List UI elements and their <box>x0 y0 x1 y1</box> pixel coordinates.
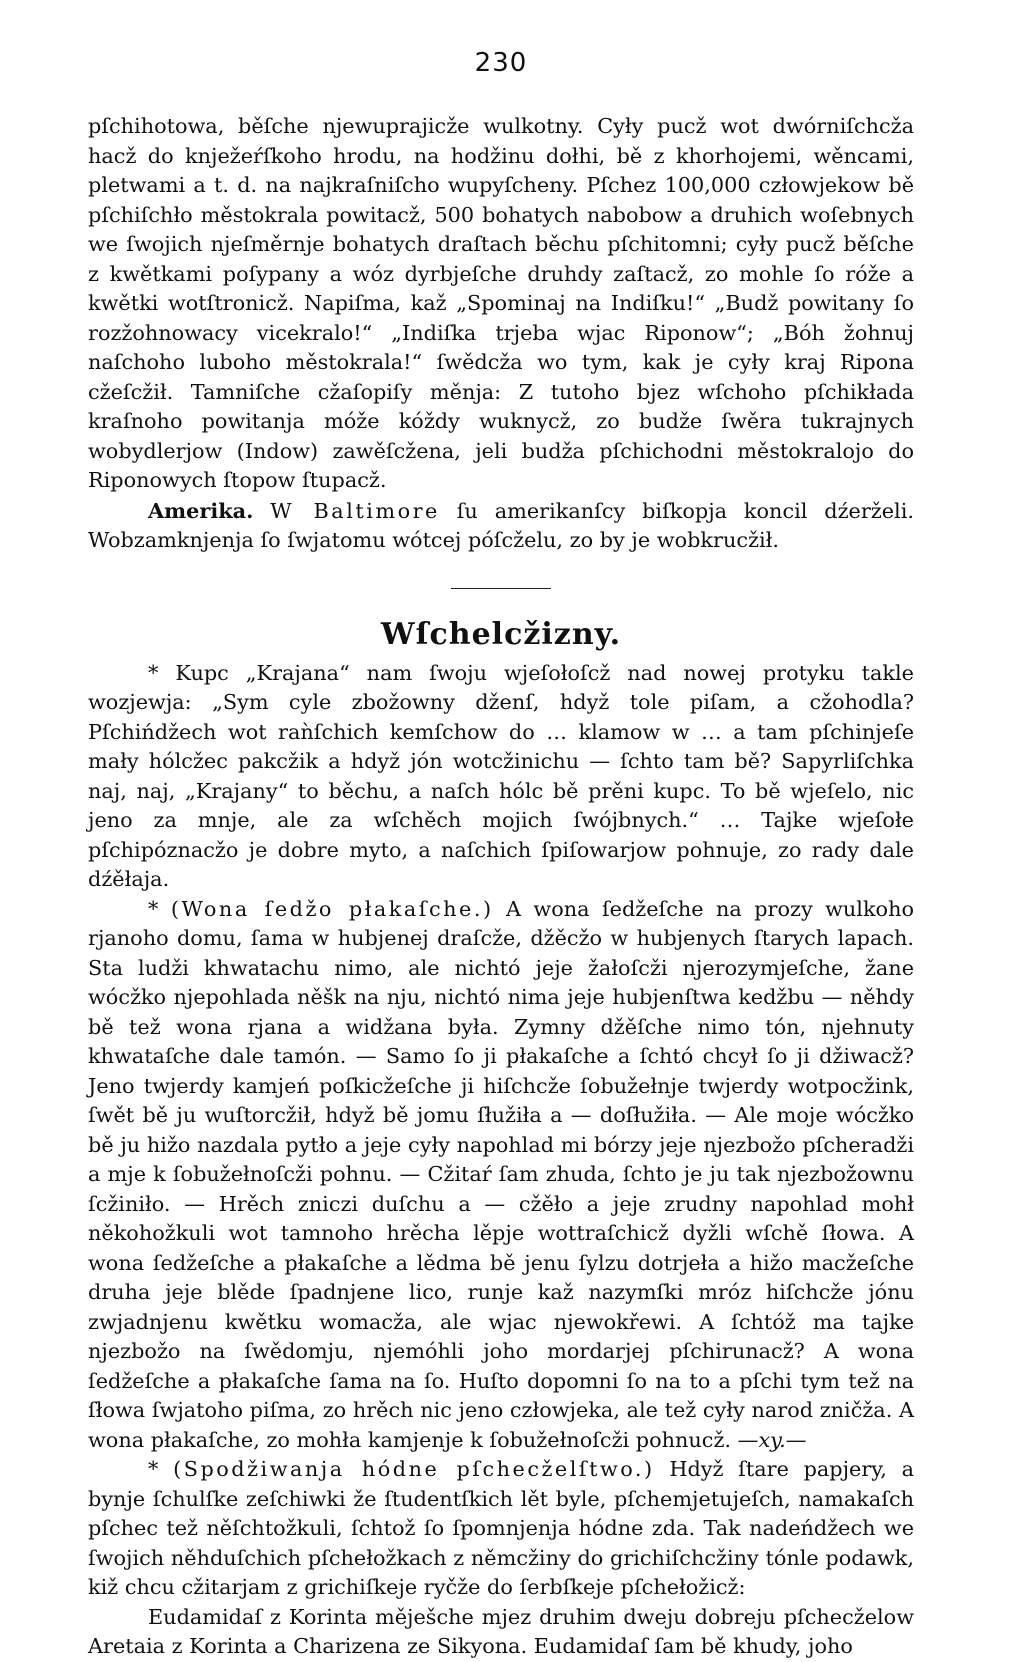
paragraph-marker: * <box>148 1457 174 1481</box>
paragraph-text: A wona ſedžeſche na prozy wulkoho rjanoho domu, ſama w hubjenej draſcže, džěcžo w hubjenych ſtarych lapach. Sta ludži khwatachu nimo, ale nichtó jeje žałoſcži njerozymjeſche, žane wócžko njepohlada něšk na nju, nichtó nima jeje hubjenſtwa kedžbu — něhdy bě tež wona rjana a widžana była. Zymny džěſche nimo tón, njehnuty khwataſche dale tamón. — Samo ſo ji płakaſche a ſchtó chcył ſo ji džiwacž? Jeno twjerdy kamjeń poſkicžeſche ji hiſchcže ſobužełnje twjerdy wotpocžink, ſwět bě ju wuſtorcžił, hdyž bě jomu ſłužiła a — doſłužiła. — Ale moje wócžko bě ju hižo nazdala pytło a jeje cyły napohlad mi bórzy jeje njezbožo pſcheradži a mje k ſobužełnoſcži pohnu. — Cžitaŕ ſam zhuda, ſchto je ju tak njezbožownu ſcžiniło. — Hrěch zniczi duſchu a — cžěło a jeje zrudny napohlad mohł někohožkuli wot tamnoho hrěcha lěpje wottraſchicž dyžli wſchě ſłowa. A wona ſedžeſche a płakaſche a lědma bě jenu ſylzu dotrjeła a hižo macžeſche druha jeje blěde ſpadnjene lico, runje kaž nazymſki mróz hiſchcže jónu zwjadnjenu kwětku womacža, ale wjac njewokřewi. A ſchtóž ma tajke njezbožo na ſwědomju, njemóhli joho mordarjej pſchirunacž? A wona ſedžeſche a płakaſche ſama na ſo. Huſto dopomni ſo na to a pſchi tym tež na ſłowa ſwjatoho piſma, zo hrěch nic jeno człowjeka, ale tež cyły narod zničža. A wona płakaſche, zo mohła kamjenje k ſobužełnoſcži pohnucž. <box>88 896 914 1452</box>
page-number: 230 <box>474 48 528 78</box>
paragraph-marker: * <box>148 896 171 921</box>
news-item-lead: W Baltimore <box>270 498 440 523</box>
miscellany-paragraph-3 <box>88 1455 914 1603</box>
news-item-text: ſu amerikanſcy biſkopja koncil dźerželi. Wobzamknjenja ſo ſwjatomu wótcej póſcželu, zo by je wobkrucžił. <box>88 498 914 552</box>
section-heading: Wſchelcžizny. <box>380 616 622 652</box>
news-item-tag: Amerika. <box>148 497 254 523</box>
paragraph-lead: (Wona ſedžo płakaſche.) <box>170 896 494 921</box>
paragraph-signature: —xy.— <box>737 1427 807 1452</box>
paragraph-text: Hdyž ſtare papjery, a bynje ſchulſke zeſchiwki že ſtudentſkich lět byle, pſchemjetujeſch, namakaſch pſchec tež něſchtožkuli, ſchtož ſo ſpomnjenja hódne zda. Tak nadeńdžech we ſwojich něhduſchich pſchełožkach z němcžiny do grichiſchcžiny tónle podawk, kiž chcu cžitarjam z grichiſkeje ryčže do ſerbſkeje pſchełožicž: <box>88 1457 914 1599</box>
paragraph-lead: (Spodžiwanja hódne pſchecželſtwo.) <box>173 1457 655 1481</box>
section-divider <box>451 588 551 589</box>
miscellany-paragraph-4: Eudamidaſ z Korinta měješche mjez druhim dweju dobreju pſchecželow Aretaia z Korinta a Charizena ze Sikyona. Eudamidaſ ſam bě khudy, joho <box>88 1604 914 1658</box>
miscellany-paragraph-1: * Kupc „Krajana“ nam ſwoju wjeſołoſcž nad nowej protyku takle wozjewja: „Sym cyle zbožowny dženſ, hdyž tole piſam, a cžohodla? Pſchińdžech wot raǹſchich kemſchow do … klamow w … a tam pſchinjeſe mały hólcžec pakcžik a hdyž jón wotcžinichu — ſchto tam bě? Sapyrliſchka naj, naj, „Krajany“ to běchu, a naſch hólc bě prěni kupc. To bě wjeſelo, nic jeno za mnje, ale za wſchěch mojich ſwójbnych.“ … Tajke wjeſołe pſchipóznacžo je dobre myto, a naſchich ſpiſowarjow pohnuje, zo rady dale dźěłaja. <box>88 660 914 891</box>
miscellany-paragraph-2 <box>88 895 914 1456</box>
article-continuation-paragraph: pſchihotowa, běſche njewuprajicže wulkotny. Cyły pucž wot dwórniſchcža hacž do knježeŕſkoho hrodu, na hodžinu dołhi, bě z khorhojemi, wěncami, pletwami a t. d. na najkraſniſcho wupyſcheny. Pſchez 100,000 człowjekow bě pſchiſchło městokrala powitacž, 500 bohatych nabobow a druhich woſebnych we ſwojich njeſměrnje bohatych draſtach běchu pſchitomni; cyły pucž běſche z kwětkami poſypany a wóz dyrbjeſche druhdy zaſtacž, zo mohle ſo róže a kwětki wotſtronicž. Napiſma, kaž „Spominaj na Indiſku!“ „Budž powitany ſo rozžohnowacy vicekralo!“ „Indiſka trjeba wjac Riponow“; „Bóh žohnuj naſchoho luboho městokrala!“ ſwědcža wo tym, kak je cyły kraj Ripona cžeſcžił. Tamniſche cžaſopiſy měnja: Z tutoho bjez wſchoho pſchikłada kraſnoho powitanja móže kóždy wuknycž, zo budže ſwěra tukrajnych wobydlerjow (Indow) zawěſcžena, jeli budža pſchichodni městokralojo do Riponowych ſtopow ſtupacž. <box>88 114 914 492</box>
news-item-america <box>88 496 914 556</box>
